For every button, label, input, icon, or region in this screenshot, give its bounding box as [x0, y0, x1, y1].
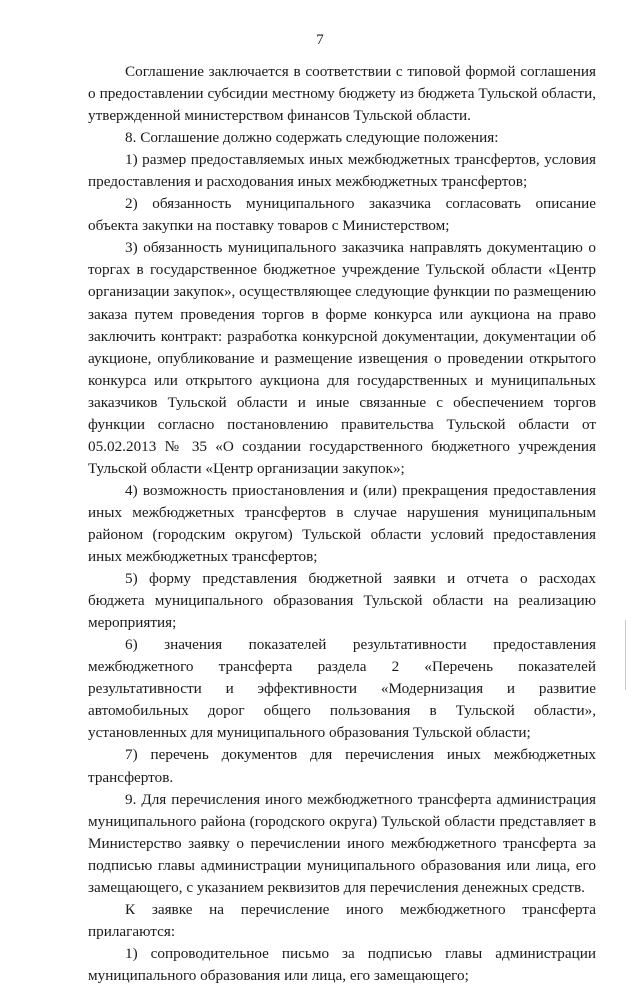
paragraph: Соглашение заключается в соответствии с типовой формой соглашения о предоставлении субсидии местному бюджету из бюджета Тульской области, утвержденной министерством финансов Тульской области.: [88, 63, 596, 125]
paragraph: 7) перечень документов для перечисления иных межбюджетных трансфертов.: [88, 746, 596, 786]
scan-margin-line: [625, 620, 626, 690]
paragraph: 5) форму представления бюджетной заявки и отчета о расходах бюджета муниципального образования Тульской области на реализацию мероприятия;: [88, 570, 596, 632]
paragraph: 2) обязанность муниципального заказчика согласовать описание объекта закупки на поставку товаров с Министерством;: [88, 195, 596, 235]
paragraph: 3) обязанность муниципального заказчика направлять документацию о торгах в государственное бюджетное учреждение Тульской области «Центр организации закупок», осуществляющее следующие функции по размещению заказа путем проведения торгов в форме конкурса или аукциона на право заключить контракт: разработка конкурсной документации, документации об аукционе, опубликование и размещение извещения о проведении открытого конкурса или открытого аукциона для государственных и муниципальных заказчиков Тульской области и иные связанные с обеспечением торгов функции согласно постановлению правительства Тульской области от 05.02.2013 № 35 «О создании государственного бюджетного учреждения Тульской области «Центр организации закупок»;: [88, 239, 596, 477]
paragraph: 1) размер предоставляемых иных межбюджетных трансфертов, условия предоставления и расходования иных межбюджетных трансфертов;: [88, 151, 596, 191]
paragraph: 4) возможность приостановления и (или) прекращения предоставления иных межбюджетных трансфертов в случае нарушения муниципальным районом (городским округом) Тульской области условий предоставления иных межбюджетных трансфертов;: [88, 481, 596, 566]
document-body: [88, 61, 596, 987]
paragraph: 8. Соглашение должно содержать следующие положения:: [125, 129, 499, 147]
page-number: 7: [316, 32, 324, 48]
paragraph: 9. Для перечисления иного межбюджетного трансферта администрация муниципального района (городского округа) Тульской области представляет в Министерство заявку о перечислении иного межбюджетного трансферта за подписью главы администрации муниципального образования или лица, его замещающего, с указанием реквизитов для перечисления денежных средств.: [88, 790, 596, 896]
paragraph: К заявке на перечисление иного межбюджетного трансферта прилагаются:: [88, 900, 596, 940]
paragraph: 1) сопроводительное письмо за подписью главы администрации муниципального образования или лица, его замещающего;: [88, 944, 596, 984]
paragraph: 6) значения показателей результативности предоставления межбюджетного трансферта раздела 2 «Перечень показателей результативности и эффективности «Модернизация и развитие автомобильных дорог общего пользования в Тульской области», установленных для муниципального образования Тульской области;: [88, 636, 596, 742]
